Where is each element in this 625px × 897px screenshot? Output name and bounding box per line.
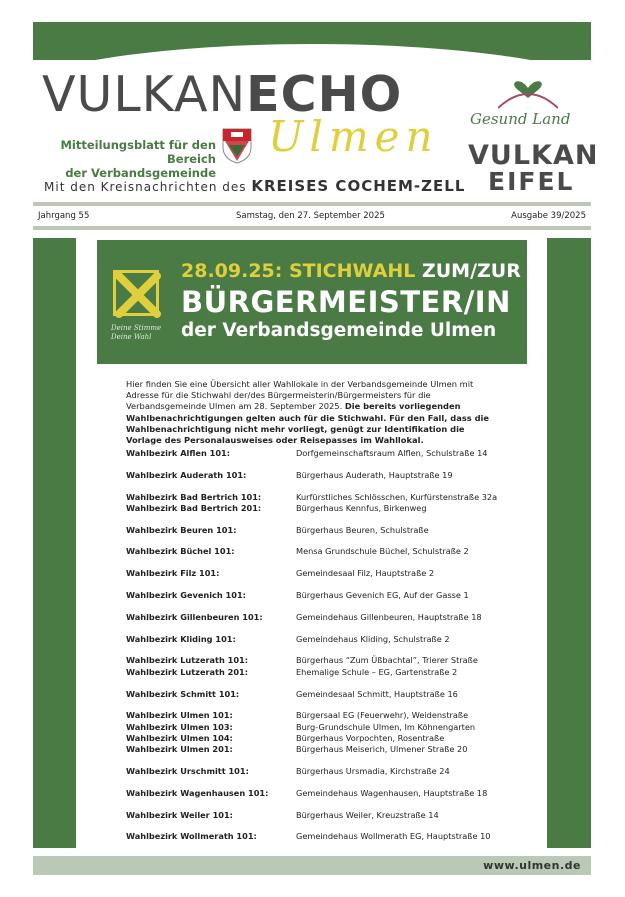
issue-volume: Jahrgang 55 <box>38 211 90 221</box>
district-name: Wahlbezirk Ulmen 201: <box>126 744 233 755</box>
district-group <box>126 525 506 536</box>
polling-station-list <box>126 448 506 853</box>
left-green-column <box>33 238 76 848</box>
district-row <box>126 448 506 459</box>
heart-hills-icon <box>498 70 558 110</box>
district-group <box>126 470 506 481</box>
gesundland-script: Gesund Land <box>470 110 571 128</box>
intro-text: Hier finden Sie eine Übersicht aller Wahllokale in der Verbandsgemeinde Ulmen mit Adresse für die Stichwahl der/des Bürgermeisterin/Bürgermeisters für die Verbandsgemeinde Ulmen am 28. September 2025. <box>126 379 474 412</box>
divider-top <box>33 202 591 206</box>
right-green-column <box>547 238 591 848</box>
district-name: Wahlbezirk Beuren 101: <box>126 524 237 535</box>
district-row <box>126 470 506 481</box>
district-row <box>126 722 506 733</box>
district-row <box>126 766 506 777</box>
district-group <box>126 766 506 777</box>
district-place: Gemeindehaus Gillenbeuren, Hauptstraße 18 <box>296 611 482 622</box>
district-row <box>126 492 506 503</box>
district-name: Wahlbezirk Weiler 101: <box>126 809 233 820</box>
banner-line3: der Verbandsgemeinde Ulmen <box>181 320 497 341</box>
district-place: Bürgerhaus Vorpochten, Rosentraße <box>296 732 445 743</box>
district-group <box>126 689 506 700</box>
district-row <box>126 568 506 579</box>
district-name: Wahlbezirk Bad Bertrich 201: <box>126 502 262 513</box>
district-name: Wahlbezirk Wollmerath 101: <box>126 831 257 842</box>
coat-of-arms-icon <box>221 127 253 165</box>
footer-url[interactable]: www.ulmen.de <box>483 859 581 872</box>
kreis-line <box>44 177 465 195</box>
divider-bottom <box>33 226 591 230</box>
district-name: Wahlbezirk Urschmitt 101: <box>126 766 249 777</box>
district-place: Bürgerhaus Gevenich EG, Auf der Gasse 1 <box>296 590 469 601</box>
district-row <box>126 733 506 744</box>
district-row <box>126 831 506 842</box>
district-place: Gemeindesaal Schmitt, Hauptstraße 16 <box>296 688 458 699</box>
district-row <box>126 744 506 755</box>
district-place: Bürgersaal EG (Feuerwehr), Weidenstraße <box>296 710 469 721</box>
logo-vulkan: VULKAN <box>468 140 599 171</box>
district-name: Wahlbezirk Kliding 101: <box>126 633 236 644</box>
district-row <box>126 655 506 666</box>
district-name: Wahlbezirk Gevenich 101: <box>126 590 246 601</box>
district-name: Wahlbezirk Lutzerath 201: <box>126 666 249 677</box>
banner-line1-rest: ZUM/ZUR <box>415 260 521 282</box>
district-group <box>126 546 506 557</box>
district-place: Bürgerhaus Kennfus, Birkenweg <box>296 502 427 513</box>
brand-bold: ECHO <box>246 66 403 123</box>
district-name: Wahlbezirk Ulmen 101: <box>126 710 233 721</box>
ballot-cross-icon <box>111 268 165 322</box>
subtitle-line2: der Verbandsgemeinde <box>65 166 216 180</box>
logo-eifel: EIFEL <box>488 167 575 196</box>
kreis-prefix: Mit den Kreisnachrichten des <box>44 180 247 194</box>
district-row <box>126 612 506 623</box>
district-place: Gemeindehaus Wagenhausen, Hauptstraße 18 <box>296 787 488 798</box>
district-name: Wahlbezirk Auderath 101: <box>126 469 247 480</box>
vulkaneifel-logo <box>466 70 599 196</box>
district-place: Burg-Grundschule Ulmen, Im Köhnengarten <box>296 721 476 732</box>
issue-date: Samstag, den 27. September 2025 <box>236 211 385 221</box>
election-banner <box>97 240 527 364</box>
top-green-band <box>33 22 591 60</box>
district-name: Wahlbezirk Lutzerath 101: <box>126 655 249 666</box>
district-place: Bürgerhaus Meiserich, Ulmener Straße 20 <box>296 744 468 755</box>
district-name: Wahlbezirk Ulmen 104: <box>126 732 233 743</box>
district-place: Bürgerhaus Weiler, Kreuzstraße 14 <box>296 809 439 820</box>
district-name: Wahlbezirk Schmitt 101: <box>126 688 240 699</box>
signature-line2: Deine Wahl <box>111 333 152 341</box>
district-place: Dorfgemeinschaftsraum Alflen, Schulstraße 14 <box>296 448 488 458</box>
issue-info-bar <box>38 211 586 223</box>
district-name: Wahlbezirk Ulmen 103: <box>126 721 233 732</box>
district-group <box>126 655 506 678</box>
district-group <box>126 590 506 601</box>
signature-text <box>111 324 171 342</box>
district-group <box>126 810 506 821</box>
banner-line2: BÜRGERMEISTER/IN <box>181 285 511 319</box>
district-row <box>126 590 506 601</box>
district-row <box>126 546 506 557</box>
banner-line1-highlight: 28.09.25: STICHWAHL <box>181 260 416 282</box>
district-name: Wahlbezirk Büchel 101: <box>126 546 235 557</box>
district-group <box>126 492 506 515</box>
subtitle-line1: Mitteilungsblatt für den Bereich <box>60 138 216 166</box>
district-row <box>126 667 506 678</box>
district-row <box>126 788 506 799</box>
district-name: Wahlbezirk Wagenhausen 101: <box>126 787 269 798</box>
district-group <box>126 788 506 799</box>
district-place: Mensa Grundschule Büchel, Schulstraße 2 <box>296 546 469 557</box>
issue-number: Ausgabe 39/2025 <box>511 211 586 221</box>
masthead-subtitle <box>40 138 216 180</box>
district-place: Gemeindehaus Kliding, Schulstraße 2 <box>296 633 450 644</box>
footer-bar <box>33 856 591 875</box>
district-row <box>126 810 506 821</box>
district-row <box>126 503 506 514</box>
district-row <box>126 689 506 700</box>
district-name: Wahlbezirk Gillenbeuren 101: <box>126 611 263 622</box>
district-row <box>126 710 506 721</box>
district-group <box>126 710 506 755</box>
district-place: Bürgerhaus Auderath, Hauptstraße 19 <box>296 469 453 480</box>
district-place: Bürgerhaus Beuren, Schulstraße <box>296 524 429 535</box>
district-group <box>126 612 506 623</box>
banner-line1 <box>181 260 521 282</box>
district-name: Wahlbezirk Bad Bertrich 101: <box>126 491 262 502</box>
district-place: Gemeindesaal Filz, Hauptstraße 2 <box>296 568 435 579</box>
district-place: Bürgerhaus “Zum Üßbachtal”, Trierer Straße <box>296 655 478 666</box>
district-group <box>126 831 506 842</box>
masthead-script-ulmen: Ulmen <box>268 112 439 161</box>
district-place: Kurfürstliches Schlösschen, Kurfürstenstraße 32a <box>296 491 498 502</box>
district-group <box>126 448 506 459</box>
signature-line1: Deine Stimme <box>111 324 162 332</box>
district-row <box>126 634 506 645</box>
brand-light: VULKAN <box>42 66 247 123</box>
district-group <box>126 568 506 579</box>
kreis-name: KREISES COCHEM-ZELL <box>251 177 466 195</box>
district-name: Wahlbezirk Alflen 101: <box>126 448 231 458</box>
intro-bold: Die bereits vorliegenden Wahlbenachrichtigungen gelten auch für die Stichwahl. Für den Fall, dass die Wahlbenachrichtigung nicht mehr vorliegt, genügt zur Identifikation die Vorlage des Personalausweises oder Reisepasses im Wahllokal. <box>126 401 489 446</box>
district-row <box>126 525 506 536</box>
intro-paragraph <box>126 379 502 446</box>
district-group <box>126 634 506 645</box>
district-place: Bürgerhaus Ursmadia, Kirchstraße 24 <box>296 766 450 777</box>
district-name: Wahlbezirk Filz 101: <box>126 568 220 579</box>
district-place: Ehemalige Schule – EG, Gartenstraße 2 <box>296 666 458 677</box>
district-place: Gemeindehaus Wollmerath EG, Hauptstraße 10 <box>296 831 491 842</box>
